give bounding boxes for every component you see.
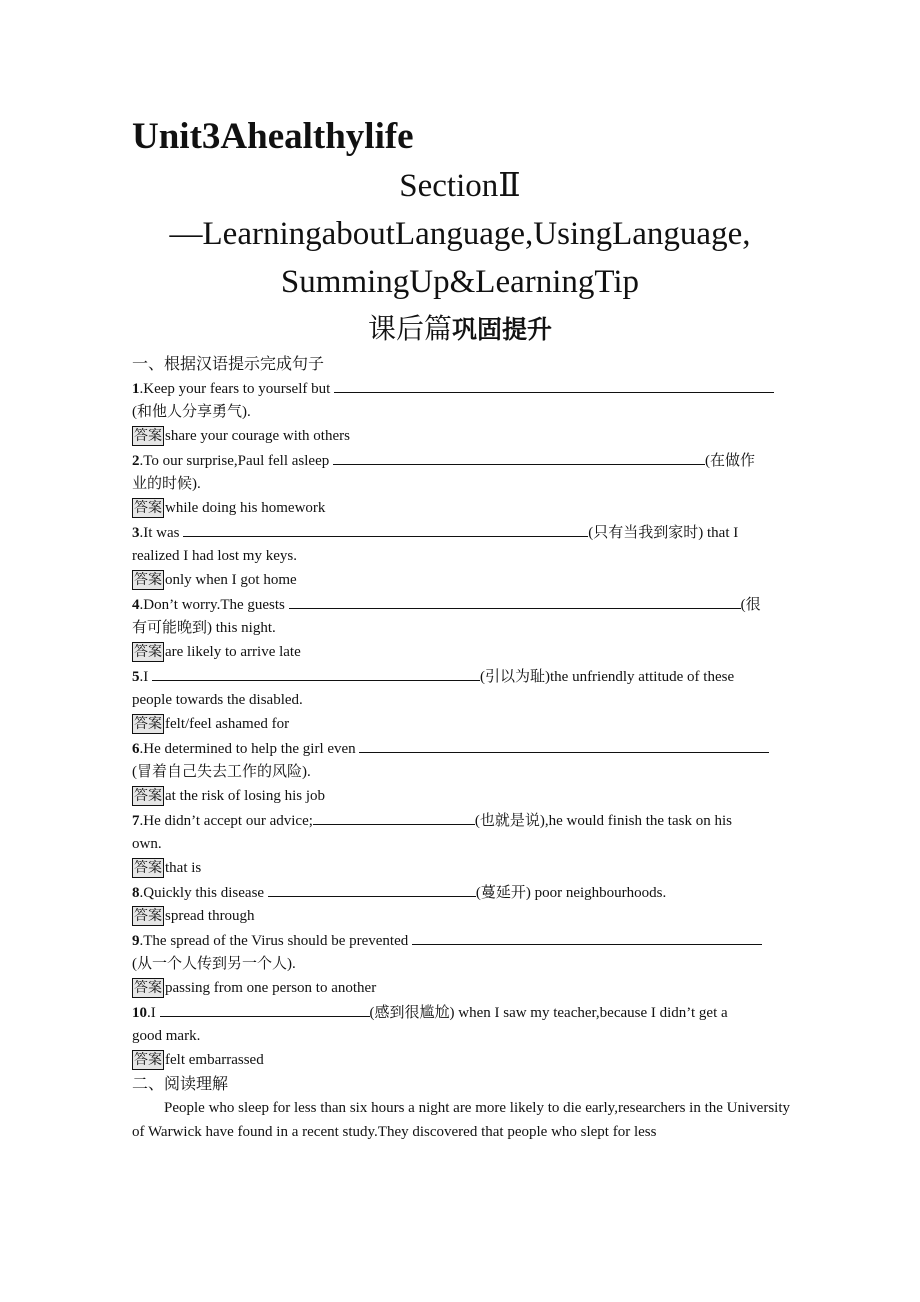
question-number: 2 (132, 453, 140, 469)
question-hint: (很 (740, 597, 761, 613)
after-class-label: 课后篇 (367, 314, 452, 345)
question-4-hint: 有可能晚到) this night. (132, 620, 276, 636)
answer-blank (183, 520, 588, 537)
question-text: .Don’t worry.The guests (139, 597, 285, 613)
exercise-content (132, 352, 790, 1144)
answer-text: spread through (165, 908, 255, 924)
question-hint: (引以为耻)the unfriendly attitude of these (480, 669, 735, 685)
question-text: .Keep your fears to yourself but (139, 381, 331, 397)
answer-text: are likely to arrive late (165, 644, 301, 660)
answer-badge: 答案 (134, 716, 162, 732)
answer-6 (132, 784, 790, 808)
question-text: .I (139, 669, 149, 685)
answer-badge: 答案 (134, 908, 162, 924)
answer-4 (132, 640, 790, 664)
question-number: 8 (132, 885, 140, 901)
question-9 (132, 928, 790, 952)
question-text: .He didn’t accept our advice; (139, 813, 313, 829)
question-number: 5 (132, 669, 140, 685)
question-10 (132, 1000, 790, 1024)
question-hint: (也就是说),he would finish the task on his (474, 813, 732, 829)
answer-badge: 答案 (134, 644, 162, 660)
section-title: SectionⅡ (399, 168, 521, 204)
answer-blank (412, 928, 762, 945)
after-class-title (0, 310, 920, 350)
section-subtitle-line2: SummingUp&LearningTip (280, 264, 640, 300)
question-hint: (蔓延开) poor neighbourhoods. (475, 885, 667, 901)
consolidation-label: 巩固提升 (452, 315, 553, 344)
question-3 (132, 520, 790, 544)
question-text: .I (147, 1005, 156, 1021)
answer-blank (359, 736, 769, 753)
answer-9 (132, 976, 790, 1000)
answer-5 (132, 712, 790, 736)
answer-2 (132, 496, 790, 520)
unit-title: Unit3Ahealthylife (132, 116, 414, 157)
question-10-rest: good mark. (132, 1028, 201, 1044)
question-2-hint: 业的时候). (132, 476, 201, 492)
reading-paragraph: People who sleep for less than six hours a night are more likely to die early,researchers in the University of Warwick have found in a recent study.They discovered that people who slept for less (132, 1100, 790, 1140)
question-6 (132, 736, 790, 760)
question-number: 9 (132, 933, 140, 949)
question-text: .It was (139, 525, 180, 541)
question-number: 6 (132, 741, 140, 757)
question-text: .The spread of the Virus should be prevented (139, 933, 409, 949)
part1-heading: 一、根据汉语提示完成句子 (132, 354, 325, 373)
answer-badge: 答案 (134, 980, 162, 996)
answer-blank (313, 808, 475, 825)
answer-badge: 答案 (134, 500, 162, 516)
question-text: .He determined to help the girl even (139, 741, 356, 757)
answer-text: that is (165, 860, 202, 876)
answer-badge: 答案 (134, 1052, 162, 1068)
question-text: .Quickly this disease (139, 885, 265, 901)
question-8 (132, 880, 790, 904)
question-hint: (在做作 (704, 453, 755, 469)
question-3-rest: realized I had lost my keys. (132, 548, 297, 564)
answer-10 (132, 1048, 790, 1072)
question-text: .To our surprise,Paul fell asleep (139, 453, 330, 469)
question-number: 1 (132, 381, 140, 397)
answer-text: share your courage with others (165, 428, 350, 444)
answer-3 (132, 568, 790, 592)
answer-badge: 答案 (134, 788, 162, 804)
answer-blank (289, 592, 741, 609)
question-5 (132, 664, 790, 688)
answer-1 (132, 424, 790, 448)
section-subtitle-line1: —LearningaboutLanguage,UsingLanguage, (169, 216, 751, 252)
answer-badge: 答案 (134, 860, 162, 876)
question-number: 7 (132, 813, 140, 829)
question-6-hint: (冒着自己失去工作的风险). (132, 764, 311, 780)
question-1-hint: (和他人分享勇气). (132, 404, 251, 420)
answer-text: passing from one person to another (165, 980, 377, 996)
answer-blank (334, 376, 774, 393)
answer-badge: 答案 (134, 428, 162, 444)
question-number: 10 (132, 1005, 147, 1021)
answer-7 (132, 856, 790, 880)
question-1 (132, 376, 790, 400)
question-5-rest: people towards the disabled. (132, 692, 303, 708)
question-2 (132, 448, 790, 472)
question-7 (132, 808, 790, 832)
answer-badge: 答案 (134, 572, 162, 588)
answer-text: felt/feel ashamed for (165, 716, 290, 732)
answer-text: only when I got home (165, 572, 297, 588)
question-number: 3 (132, 525, 140, 541)
question-hint: (感到很尴尬) when I saw my teacher,because I didn’t get a (369, 1005, 728, 1021)
answer-blank (268, 880, 476, 897)
part2-heading: 二、阅读理解 (132, 1074, 229, 1093)
question-hint: (只有当我到家时) that I (588, 525, 739, 541)
answer-blank (152, 664, 480, 681)
question-number: 4 (132, 597, 140, 613)
question-4 (132, 592, 790, 616)
answer-text: while doing his homework (165, 500, 326, 516)
answer-text: felt embarrassed (165, 1052, 264, 1068)
answer-text: at the risk of losing his job (165, 788, 325, 804)
answer-8 (132, 904, 790, 928)
answer-blank (333, 448, 705, 465)
question-9-hint: (从一个人传到另一个人). (132, 956, 296, 972)
answer-blank (160, 1000, 370, 1017)
question-7-rest: own. (132, 836, 162, 852)
